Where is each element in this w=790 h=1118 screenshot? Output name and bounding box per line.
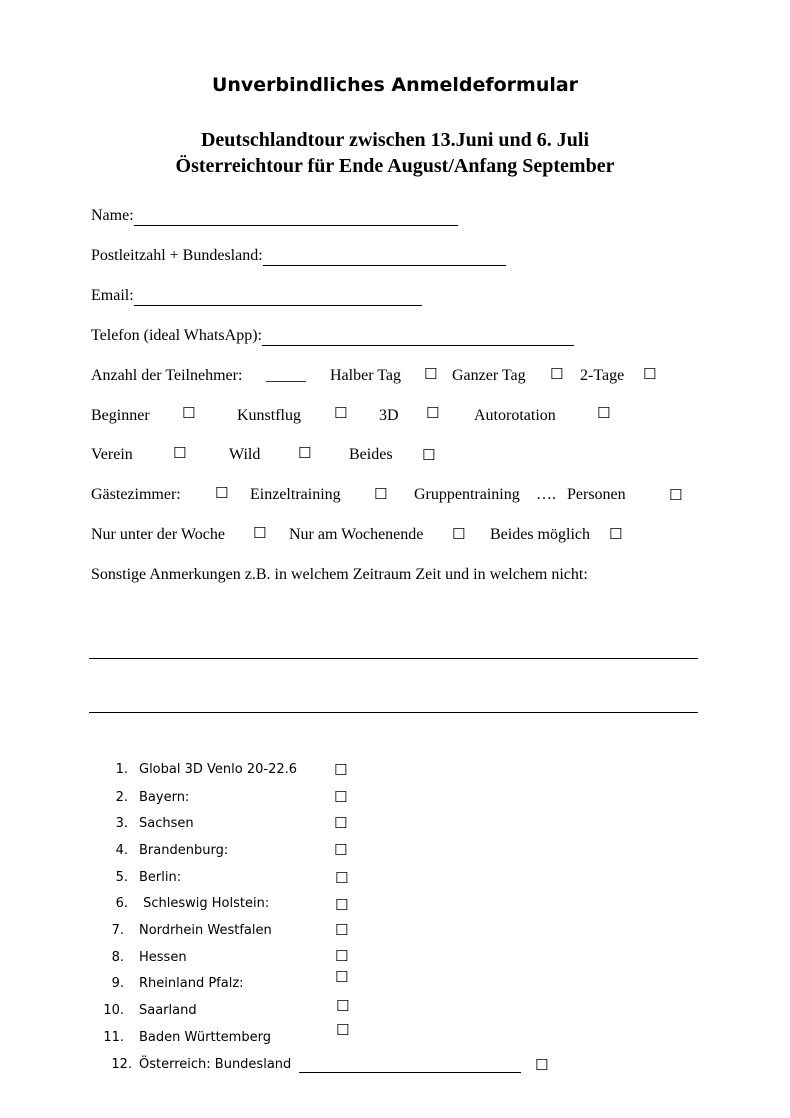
region-label-bayern: Bayern:: [139, 790, 190, 805]
half-day-label: Halber Tag: [330, 367, 401, 384]
remarks-line-1[interactable]: [89, 658, 698, 659]
half-day-checkbox[interactable]: ☐: [424, 365, 438, 383]
region-label-brandenburg: Brandenburg:: [139, 843, 229, 858]
two-days-checkbox[interactable]: ☐: [643, 365, 657, 383]
region-checkbox-saarland[interactable]: ☐: [336, 997, 350, 1015]
both-possible-label: Beides möglich: [490, 526, 590, 543]
region-label-oesterreich: Österreich: Bundesland: [139, 1057, 292, 1072]
beginner-checkbox[interactable]: ☐: [182, 404, 196, 422]
list-item-number: 6.: [115, 896, 128, 911]
region-label-venlo: Global 3D Venlo 20-22.6: [139, 762, 298, 777]
region-checkbox-berlin[interactable]: ☐: [335, 869, 349, 887]
name-field[interactable]: [134, 207, 458, 226]
list-item-number: 7.: [111, 923, 124, 938]
two-days-label: 2-Tage: [580, 367, 625, 384]
list-item-number: 11.: [103, 1030, 124, 1045]
list-item-number: 2.: [115, 790, 128, 805]
3d-checkbox[interactable]: ☐: [426, 404, 440, 422]
einzeltraining-label: Einzeltraining: [250, 486, 341, 503]
postal-row: [91, 247, 506, 266]
kunstflug-checkbox[interactable]: ☐: [334, 404, 348, 422]
autorotation-label: Autorotation: [474, 407, 556, 424]
verein-label: Verein: [91, 446, 133, 463]
list-item-number: 1.: [115, 762, 128, 777]
region-checkbox-schleswig-holstein[interactable]: ☐: [335, 896, 349, 914]
region-label-nordrhein-westfalen: Nordrhein Westfalen: [139, 923, 272, 938]
email-row: [91, 287, 422, 306]
beginner-label: Beginner: [91, 407, 150, 424]
region-checkbox-rheinland-pfalz[interactable]: ☐: [335, 968, 349, 986]
both-possible-checkbox[interactable]: ☐: [609, 525, 623, 543]
email-label: Email:: [91, 287, 134, 304]
remarks-line-2[interactable]: [89, 712, 698, 713]
phone-field[interactable]: [262, 327, 574, 346]
name-label: Name:: [91, 207, 134, 224]
region-checkbox-venlo[interactable]: ☐: [334, 761, 348, 779]
name-row: [91, 207, 458, 226]
einzeltraining-checkbox[interactable]: ☐: [374, 485, 388, 503]
region-label-baden-wuerttemberg: Baden Württemberg: [139, 1030, 271, 1045]
phone-row: [91, 327, 574, 346]
list-item-number: 9.: [111, 976, 124, 991]
region-checkbox-bayern[interactable]: ☐: [334, 788, 348, 806]
region-checkbox-oesterreich[interactable]: ☐: [535, 1056, 549, 1074]
weekdays-checkbox[interactable]: ☐: [253, 524, 267, 542]
weekend-checkbox[interactable]: ☐: [452, 525, 466, 543]
beides-club-label: Beides: [349, 446, 393, 463]
region-label-rheinland-pfalz: Rheinland Pfalz:: [139, 976, 244, 991]
3d-label: 3D: [379, 407, 399, 424]
gruppentraining-checkbox[interactable]: ☐: [669, 486, 683, 504]
form-title: Unverbindliches Anmeldeformular: [211, 74, 579, 96]
subtitle-germany-tour: Deutschlandtour zwischen 13.Juni und 6. Juli: [200, 129, 590, 151]
beides-club-checkbox[interactable]: ☐: [422, 446, 436, 464]
email-field[interactable]: [134, 287, 422, 306]
region-checkbox-nordrhein-westfalen[interactable]: ☐: [335, 921, 349, 939]
gruppentraining-label: Gruppentraining: [414, 486, 520, 503]
autorotation-checkbox[interactable]: ☐: [597, 404, 611, 422]
guest-room-label: Gästezimmer:: [91, 486, 181, 503]
participants-count-field[interactable]: _____: [266, 367, 306, 384]
remarks-label: Sonstige Anmerkungen z.B. in welchem Zeitraum Zeit und in welchem nicht:: [91, 566, 588, 583]
oesterreich-bundesland-field[interactable]: [299, 1057, 521, 1073]
list-item-number: 3.: [115, 816, 128, 831]
region-checkbox-baden-wuerttemberg[interactable]: ☐: [336, 1021, 350, 1039]
participants-label: Anzahl der Teilnehmer:: [91, 367, 243, 384]
region-label-hessen: Hessen: [139, 950, 187, 965]
wild-label: Wild: [229, 446, 261, 463]
region-checkbox-brandenburg[interactable]: ☐: [334, 841, 348, 859]
kunstflug-label: Kunstflug: [237, 407, 301, 424]
list-item-number: 8.: [111, 950, 124, 965]
region-label-sachsen: Sachsen: [139, 816, 194, 831]
region-label-schleswig-holstein: Schleswig Holstein:: [139, 896, 270, 911]
weekend-label: Nur am Wochenende: [289, 526, 424, 543]
full-day-label: Ganzer Tag: [452, 367, 526, 384]
gruppentraining-persons-blank[interactable]: ….: [536, 486, 556, 503]
personen-label: Personen: [567, 486, 626, 503]
verein-checkbox[interactable]: ☐: [173, 444, 187, 462]
weekdays-label: Nur unter der Woche: [91, 526, 225, 543]
list-item-number: 4.: [115, 843, 128, 858]
region-label-berlin: Berlin:: [139, 870, 182, 885]
list-item-number: 5.: [115, 870, 128, 885]
full-day-checkbox[interactable]: ☐: [550, 365, 564, 383]
phone-label: Telefon (ideal WhatsApp):: [91, 327, 262, 344]
postal-field[interactable]: [263, 247, 506, 266]
postal-label: Postleitzahl + Bundesland:: [91, 247, 263, 264]
list-item-number: 10.: [103, 1003, 124, 1018]
list-item-number: 12.: [111, 1057, 132, 1072]
region-label-saarland: Saarland: [139, 1003, 197, 1018]
wild-checkbox[interactable]: ☐: [298, 444, 312, 462]
subtitle-austria-tour: Österreichtour für Ende August/Anfang September: [175, 155, 615, 177]
region-checkbox-sachsen[interactable]: ☐: [334, 814, 348, 832]
region-checkbox-hessen[interactable]: ☐: [335, 947, 349, 965]
guest-room-checkbox[interactable]: ☐: [215, 484, 229, 502]
